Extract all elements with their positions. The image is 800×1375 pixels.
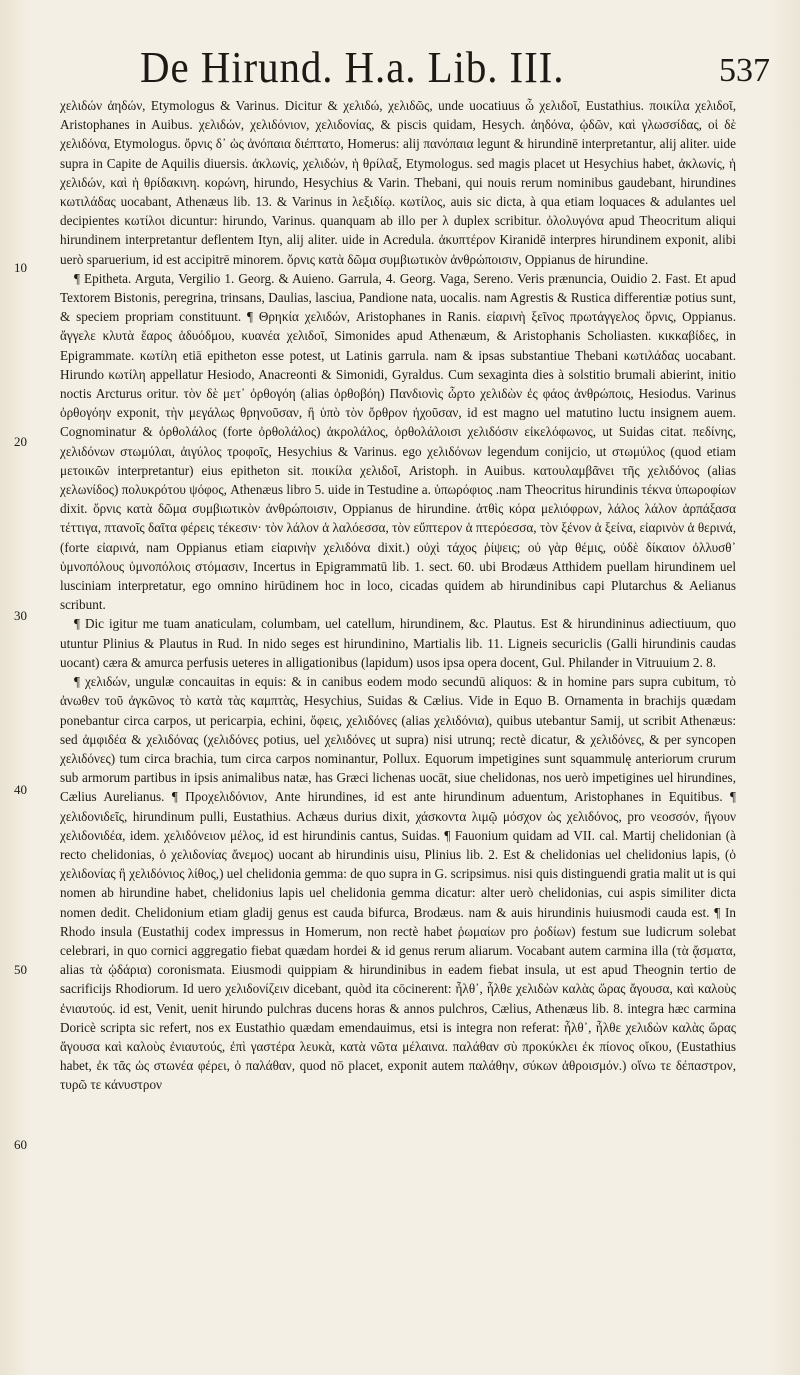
page-number: 537 [719,52,770,89]
paragraph-epitheta: ¶ Epitheta. Arguta, Vergilio 1. Georg. & Auieno. Garrula, 4. Georg. Vaga, Sereno. Veris prænuncia, Ouidio 2. Fast. Et apud Textorem Bistonis, peregrina, trinsans, Daulias, lasciua, Pandione nata, uocalis. nam Agrestis & Rustica differentiæ potius sunt, & speciem propriam constituunt. ¶ Θρηκία χελιδών, Aristophanes in Ranis. εἰαρινὴ ξεῖνος πρωτάγγελος ὄρνις, Oppianus. ἄγγελε κλυτὰ ἔαρος ἁδυόδμου, κυανέα χελιδοῖ, Simonides apud Athenæum, & Aristophanis Scholiasten. κικκαβίδες, in Epigrammate. κωτίλη etiā epitheton esse potest, ut Latinis garrula. nam & ipsas substantiue Thebani κωτιλάδας uocabant. Hirundo κωτίλη appellatur Hesiodo, Anacreonti & Simonidi, Gyraldus. Cum sexaginta dies à solstitio brumali abierint, initio noctis Arcturus oritur. τὸν δὲ μετ᾽ ὀρθογόη (alias ὀρθοβόη) Πανδιονὶς ὦρτο χελιδὼν ἐς φάος ἀνθρώποις, Hesiodus. Varinus ὀρθογόην exponit, τὴν μεγάλως θρηνοῦσαν, ἢ ὑπὸ τὸν ὄρθρον ἠχοῦσαν, id est magno uel matutino luctu insignem auem. Cognominatur & ὀρθολάλος (forte ὀρθολάλος) ἀκρολάλος, ὀρθολάλοισι χελιδόσιν εἰκελόφωνος, ut Suidas citat. πεδίνης, χελιδόνων στωμύλαι, ἀιγύλος τροφοῖς, Hesychius & Varinus. ego χελιδόνων legendum conijcio, ut στωμύλος (quod etiam μετοικῶν interpretantur) eius epitheton sit. ποικίλα χελιδοῖ, Aristoph. in Auibus. κατουλαμβᾶνει τῆς χελιδόνος (alias χελωνίδος) πολυκρότου ψόφος, Athenæus libro 5. uide in Testudine a. ὑπωρόφιος .nam Theocritus hirundinis τέκνα ὑπωροφίων dixit. ὄρνις κατὰ δῶμα συμβιωτικὸν ἀνθρώποισιν, Oppianus de hirundine. ἀτθὶς κόρα μελιόφρων, λάλος λάλον ἁρπάξασα τέττιγα, πτανοῖς δαῖτα φέρεις τέκεσιν· τὸν λάλον ἁ λαλόεσσα, τὸν εὔπτερον ἁ πτερόεσσα, τὸν ξένον ἁ ξείνα, εἰαρινὸν ἁ θερινά, (forte εἰαρινά, nam Oppianus etiam εἰαρινὴν χελιδόνα dixit.) οὐχὶ τάχος ῥίψεις; οὐ γὰρ θέμις, οὐδὲ δίκαιον ὀλλυσθ᾽ ὑμνοπόλους ὑμνοπόλοις στόμασιν, Incertus in Epigrammatū lib. 1. sect. 60. ubi Brodæus Atthidem puellam hirundinem uel lusciniam interpretatur, ego omnino hirūdinem hoc in loco, cicadas quidem ab hirundinibus capi Plutarchus & Aelianus scribunt. [60,270,736,613]
line-number-20: 20 [14,434,27,449]
text-body [60,96,736,1095]
line-number-50: 50 [14,962,27,977]
paragraph-etymology: χελιδών ἀηδών, Etymologus & Varinus. Dicitur & χελιδώ, χελιδῶς, unde uocatiuus ὦ χελιδοῖ, Eustathius. ποικίλα χελιδοῖ, Aristophanes in Auibus. χελιδών, χελιδόνιον, χελιδονίας, & piscis quidam, Hesych. ἀηδόνα, ᾠδῶν, καὶ γλωσσίδας, οἱ δὲ χελιδόνα, Etymologus. ὄρνις δ᾽ ὡς ἀνόπαια διέπτατο, Homerus: alij πανόπαια legunt & hirundinē interpretantur, alij aliter. uide supra in Capite de Aquilis diuersis. ἀκλωνίς, χελιδών, ἡ θρίλαξ, Etymologus. sed magis placet ut Hesychius habet, ἀκλωνίς, ἡ χελιδών, καὶ ἡ θρίδακινη. κορώνη, hirundo, Hesychius & Varin. Thebani, qui nouis rerum nominibus gaudebant, hirundines κωτιλάδας uocabant, Athenæus lib. 13. & Varinus in λεξιδίῳ. κωτίλος, auis sic dicta, à qua etiam loquaces & adulantes uel decipientes κωτίλοι dicuntur: hirundo, Varinus. quanquam ab illo per λ duplex scribitur. ὀλολυγόνα apud Theocritum aliqui hirundinem interpretantur deflentem Ityn, alij aliter. uide in Acredula. ἀκυπτέρον Kiranidē interpres hirundinem exponit, alibi uerò sparuerium, id est accipitrē minorem. ὄρνις κατὰ δῶμα συμβιωτικὸν ἀνθρώποισιν, Oppianus de hirundine. [60,98,736,267]
running-header [140,38,780,98]
running-head-title: De Hirund. H.a. Lib. III. [140,43,565,92]
line-number-30: 30 [14,608,27,623]
line-number-60: 60 [14,1137,27,1152]
paragraph-plautus: ¶ Dic igitur me tuam anaticulam, columbam, uel catellum, hirundinem, &c. Plautus. Est & hirundininus adiectiuum, quo utuntur Plinius & Plautus in Rud. In nido seges est hirundinino, Martialis lib. 11. Ligneis securiclis (Galli hirundinis caudas uocant) cæra & amurca perfusis ueteres in alligationibus (lapidum) usos ipsa opera docent, Gul. Philander in Vitruuium 2. 8. [60,616,736,670]
paragraph-chelidon: ¶ χελιδών, ungulæ concauitas in equis: & in canibus eodem modo secundū aliquos: & in homine pars supra cubitum, τὸ ἀνωθεν τοῦ ἀγκῶνος τὸ κατὰ τὰς καμπτὰς, Hesychius, Suidas & Cælius. Vide in Equo B. Ornamenta in brachijs quædam ponebantur circa carpos, ut pericarpia, echini, ὄφεις, χελιδόνες (alias χελιδόνια), quibus utebantur Samij, ut scribit Athenæus: sed ἀμφιδέα & χελιδόνας (χελιδόνες potius, uel χελιδόνες ut supra) nisi utrunq; rectè dicatur, & χελιδόνες, & per syncopen χελιδόνες) tum circa brachia, tum circa carpos nominantur, Pollux. Equorum impetigines sunt squammulę anteriorum crurum sub armorum partibus in ipsis animalibus natæ, has Græci lichenas uocāt, siue chelidonas, nos uerò impetigines uel hirundines, Cælius Aurelianus. ¶ Προχελιδόνιον, Ante hirundines, id est ante hirundinum aduentum, Aristophanes in Equitibus. ¶ χελιδονιδεῖς, hirundinum pulli, Eustathius. Achæus durius dixit, χάσκοντα λιμῷ μόσχον ὡς χελιδόνος, pro νεοσσόν, ἤγουν χελιδονιδέα, idem. χελιδόνειον μέλος, id est hirundinis cantus, Suidas. ¶ Fauonium quidam ad VII. cal. Martij chelidonian (à recto chelidonias, ὁ χελιδονίας ἄνεμος) uocant ab hirundinis uisu, Plinius lib. 2. Est & chelidonias uel chelidonius lapis, (ὁ χελιδονίας ἢ χελιδόνιος λίθος,) uel chelidonia gemma: de quo supra in G. scripsimus. nisi quis distinguendi gratia malit ut is qui nomen ab hirundine habet, chelidonius lapis uel chelidonia gemma dicatur: alter uerò chelidonias, cui aspis similiter dicta nomen dedit. Chelidonium etiam gladij genus est cauda bifurca, Brodæus. nam & auis hirundinis huiusmodi cauda est. ¶ In Rhodo insula (Eustathij codex impressus in Homerum, non rectè habet ῥωμαίων pro ῥοδίων) festum sue ludicrum solebat celebrari, in quo cornici aggregatio fiebat quædam hordei & id genus rerum aliarum. Vocabant autem carmina illa (τὰ ᾄσματα, alias τὰ ᾠδάρια) coronismata. Eiusmodi quippiam & hirundinibus in eadem fiebat insula, ut est apud Theognin tertio de sacrificijs Rhodiorum. Id uero χελιδονίζειν dicebant, quòd ita cōcinerent: ἦλθ᾽, ἦλθε χελιδὼν καλὰς ὥρας ἄγουσα, καὶ καλοὺς ἐνιαυτούς. id est, Venit, uenit hirundo pulchras ducens horas & annos pulchros, Cælius, Athenæus lib. 8. integra hæc carmina Doricè scripta sic refert, nos ex Eustathio quædam emendauimus, etsi is integra non referat: ἦλθ᾽, ἦλθε χελιδὼν καλὰς ὥρας ἄγουσα καὶ καλοὺς ἐνιαυτούς, ἐπὶ γαστέρα λευκὰ, κατὰ νῶτα μέλαινα. παλάθαν σὺ προκύκλει ἐκ πίονος οἴκου, (Eustathius habet, ἐκ τᾶς ὡς στωνέα φέρει, ὁ παλάθαν, quod nō placet, exponit autem παλάθην, σύκων ἀθροισμόν.) οἴνω τε δέπαστρον, τυρῶ τε κάνυστρον [60,674,736,1093]
line-number-10: 10 [14,260,27,275]
line-number-40: 40 [14,782,27,797]
